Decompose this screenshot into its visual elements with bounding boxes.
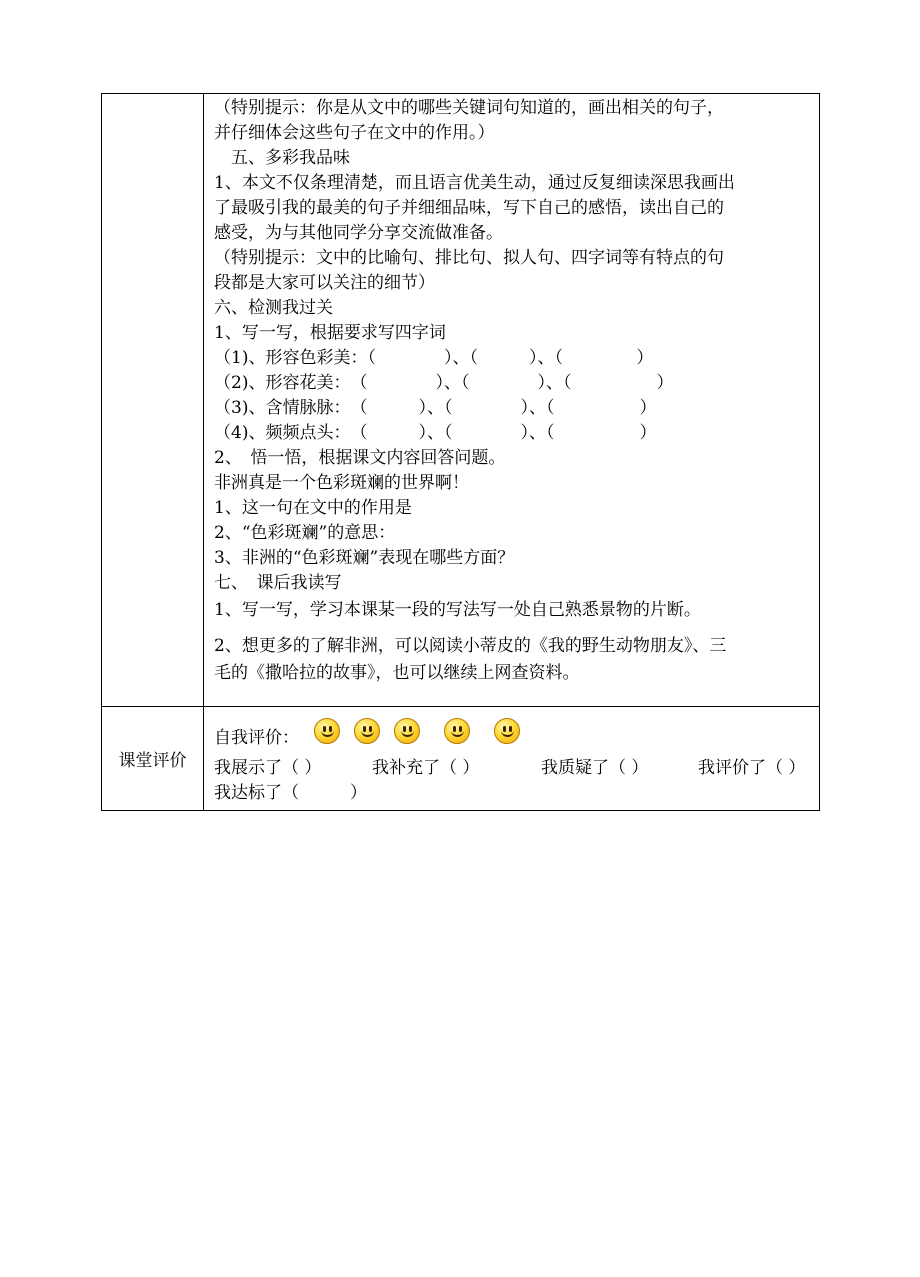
content-line: （特别提示：你是从文中的哪些关键词句知道的，画出相关的句子，	[214, 98, 724, 118]
content-line: （特别提示：文中的比喻句、排比句、拟人句、四字词等有特点的句	[214, 248, 724, 268]
content-line: 2、想更多的了解非洲，可以阅读小蒂皮的《我的野生动物朋友》、三	[214, 636, 727, 656]
content-line: 非洲真是一个色彩斑斓的世界啊！	[214, 473, 469, 493]
row-label-class-evaluation: 课堂评价	[118, 750, 187, 771]
exercise-line: （4)、频频点头： （ ）、（ ）、（ ）	[214, 423, 657, 443]
smiley-icon	[354, 718, 380, 744]
content-line: 3、非洲的“色彩斑斓”表现在哪些方面？	[214, 548, 515, 568]
smiley-icon	[314, 718, 340, 744]
evaluation-item-review: 我评价了（ ）	[698, 758, 806, 778]
content-line: 了最吸引我的最美的句子并细细品味，写下自己的感悟，读出自己的	[214, 198, 724, 218]
self-evaluation-label: 自我评价：	[214, 728, 299, 748]
exercise-line: （3)、含情脉脉： （ ）、（ ）、（ ）	[214, 398, 657, 418]
evaluation-item-achieved: 我达标了（ ）	[214, 783, 367, 803]
smiley-icon	[394, 718, 420, 744]
content-line: 2、“色彩斑斓”的意思：	[214, 523, 396, 543]
exercise-line: （1)、形容色彩美：（ ）、（ ）、（ ）	[214, 348, 654, 368]
content-line: 感受，为与其他同学分享交流做准备。	[214, 223, 503, 243]
smiley-icon	[444, 718, 470, 744]
content-line: 1、本文不仅条理清楚，而且语言优美生动，通过反复细读深思我画出	[214, 173, 735, 193]
row-divider	[102, 706, 819, 707]
content-line: 并仔细体会这些句子在文中的作用。）	[214, 123, 495, 143]
evaluation-item-display: 我展示了（ ）	[214, 758, 322, 778]
column-divider	[203, 94, 204, 810]
evaluation-item-question: 我质疑了（ ）	[541, 758, 649, 778]
content-line: 1、写一写，根据要求写四字词	[214, 323, 446, 343]
content-line: 段都是大家可以关注的细节）	[214, 273, 435, 293]
content-line: 2、 悟一悟，根据课文内容回答问题。	[214, 448, 506, 468]
section-heading: 五、多彩我品味	[214, 148, 350, 168]
content-line: 1、这一句在文中的作用是	[214, 498, 412, 518]
content-line: 毛的《撒哈拉的故事》，也可以继续上网查资料。	[214, 663, 580, 683]
smiley-icon	[494, 718, 520, 744]
section-heading: 七、 课后我读写	[214, 573, 342, 593]
section-heading: 六、检测我过关	[214, 298, 333, 318]
evaluation-item-supplement: 我补充了（ ）	[372, 758, 480, 778]
lesson-table	[101, 93, 820, 811]
content-line: 1、写一写，学习本课某一段的写法写一处自己熟悉景物的片断。	[214, 600, 701, 620]
exercise-line: （2)、形容花美： （ ）、（ ）、（ ）	[214, 373, 674, 393]
